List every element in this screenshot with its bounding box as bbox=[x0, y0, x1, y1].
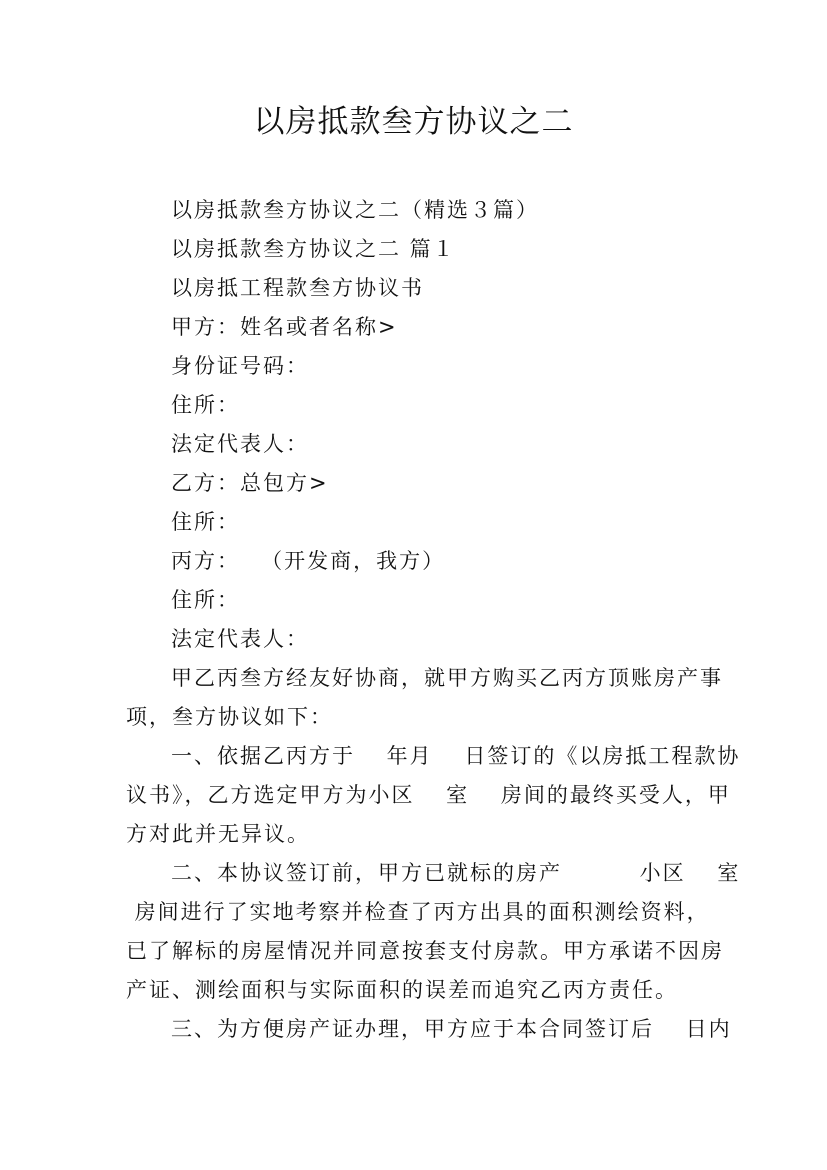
text-line-id-number: 身份证号码： bbox=[171, 354, 309, 378]
text-line-party-a: 甲方：姓名或者名称> bbox=[171, 315, 398, 339]
text-line-address-c: 住所： bbox=[171, 588, 240, 612]
text-line-part: 以房抵款叁方协议之二 篇１ bbox=[171, 237, 456, 261]
paragraph-line: 方对此并无异议。 bbox=[126, 822, 310, 846]
text-line-legal-rep-c: 法定代表人： bbox=[171, 627, 309, 651]
text-line-party-c: 丙方： （开发商，我方） bbox=[171, 549, 446, 573]
paragraph-line: 二、本协议签订前，甲方已就标的房产 小区 室 bbox=[171, 861, 741, 885]
paragraph-line: 甲乙丙叁方经友好协商，就甲方购买乙丙方顶账房产事 bbox=[171, 666, 723, 690]
document-title: 以房抵款叁方协议之二 bbox=[253, 104, 574, 140]
paragraph-line: 议书》，乙方选定甲方为小区 室 房间的最终买受人，甲 bbox=[126, 783, 731, 807]
paragraph-line: 项，叁方协议如下： bbox=[126, 705, 333, 729]
text-line-address-b: 住所： bbox=[171, 510, 240, 534]
text-line-address-a: 住所： bbox=[171, 393, 240, 417]
text-line-agreement-title: 以房抵工程款叁方协议书 bbox=[171, 276, 424, 300]
text-line-heading: 以房抵款叁方协议之二（精选３篇） bbox=[171, 198, 539, 222]
text-line-legal-rep-a: 法定代表人： bbox=[171, 432, 309, 456]
paragraph-line: 产证、测绘面积与实际面积的误差而追究乙丙方责任。 bbox=[126, 978, 678, 1002]
text-line-party-b: 乙方：总包方> bbox=[171, 471, 329, 495]
paragraph-line: 房间进行了实地考察并检查了丙方出具的面积测绘资料， bbox=[126, 900, 710, 924]
paragraph-line: 一、依据乙丙方于 年月 日签订的《以房抵工程款协 bbox=[171, 744, 741, 768]
paragraph-line: 三、为方便房产证办理，甲方应于本合同签订后 日内 bbox=[171, 1017, 732, 1041]
paragraph-line: 已了解标的房屋情况并同意按套支付房款。甲方承诺不因房 bbox=[126, 939, 724, 963]
